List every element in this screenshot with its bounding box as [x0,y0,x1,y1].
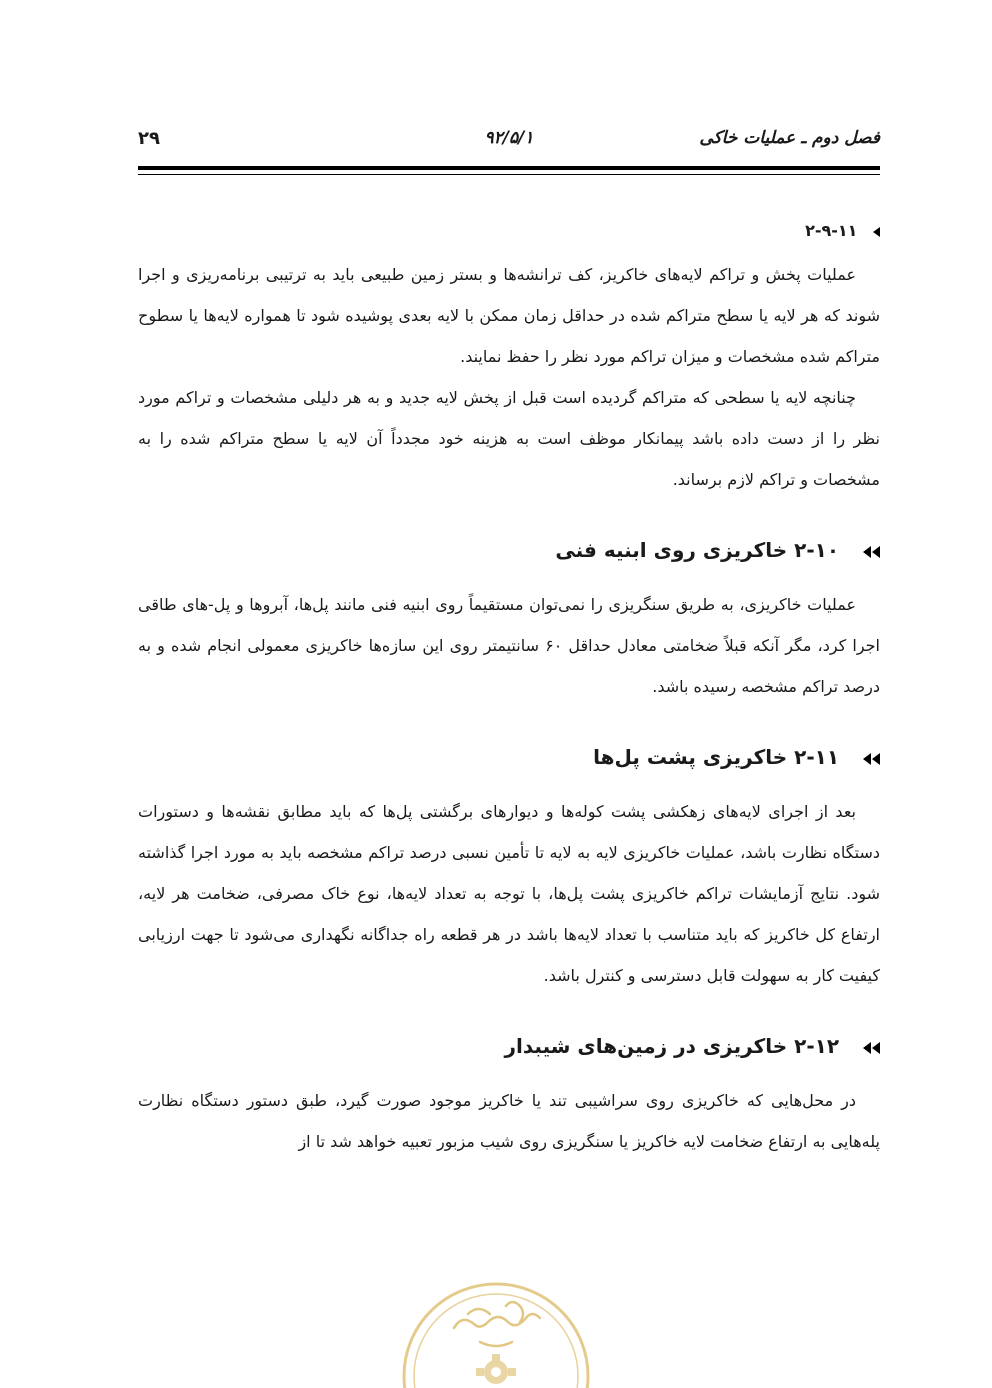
page-content [138,214,880,1162]
watermark-seal [396,1276,596,1388]
paragraph: چنانچه لایه یا سطحی که متراکم گردیده است قبل از پخش لایه جدید و به هر دلیلی مشخصات و تراکم مورد نظر را از دست داده باشد پیمانکار موظف است به هزینه خود مجدداً آن لایه یا سطح متراکم شده را به مشخصات و تراکم لازم برساند. [138,388,880,489]
header-rule-thin [138,174,880,175]
double-triangle-icon [862,753,880,765]
header-rule-thick [138,166,880,170]
page-number: ۲۹ [138,128,160,149]
section-title: خاکریزی در زمین‌های شیبدار [504,1034,788,1058]
subsection-heading [138,214,880,248]
section-heading [138,530,880,570]
section-number: ۲-۱۱ [794,745,840,769]
section-heading [138,737,880,777]
paragraph: بعد از اجرای لایه‌های زهکشی پشت کوله‌ها و دیوارهای برگشتی پل‌ها که باید مطابق نقشه‌ها و دستورات دستگاه نظارت باشد، عملیات خاکریزی لایه به لایه تا تأمین نسبی درصد تراکم مشخصه باید به مورد اجرا گذاشته شود. نتایج آزمایشات تراکم خاکریزی پشت پل‌ها، با توجه به تعداد لایه‌ها، نوع خاک مصرفی، ضخامت هر لایه، ارتفاع کل خاکریز که باید متناسب با تعداد لایه‌ها باشد در هر قطعه راه جداگانه نگهداری می‌شود تا جهت ارزیابی کیفیت کار به سهولت قابل دسترسی و کنترل باشد. [138,802,880,985]
section-number: ۲-۱۰ [794,538,840,562]
paragraph: عملیات پخش و تراکم لایه‌های خاکریز، کف ترانشه‌ها و بستر زمین طبیعی باید به ترتیبی برنامه‌ریزی و اجرا شوند که هر لایه یا سطح متراکم شده در حداقل زمان ممکن با لایه بعدی پوشیده شود تا همواره لایه‌ها یا سطوح متراکم شده مشخصات و میزان تراکم مورد نظر را حفظ نمایند. [138,265,880,366]
chapter-title: فصل دوم ـ عملیات خاکی [699,128,880,148]
section-title: خاکریزی پشت پل‌ها [593,745,788,769]
section-title: خاکریزی روی ابنیه فنی [555,538,788,562]
paragraph: در محل‌هایی که خاکریزی روی سراشیبی تند یا خاکریز موجود صورت گیرد، طبق دستور دستگاه نظارت پله‌هایی به ارتفاع ضخامت لایه خاکریز یا سنگریزی روی شیب مزبور تعبیه خواهد شد تا از [138,1091,880,1151]
double-triangle-icon [862,546,880,558]
revision-date: ۹۲/۵/۱ [484,128,534,148]
double-triangle-icon [862,1042,880,1054]
running-header [138,128,880,162]
seal-emblem-icon [396,1276,596,1388]
bullet-triangle-icon [873,227,880,237]
section-number: ۲-۱۲ [794,1034,840,1058]
subsection-number: ۲-۹-۱۱ [805,221,858,240]
section-heading [138,1026,880,1066]
paragraph: عملیات خاکریزی، به طریق سنگریزی را نمی‌توان مستقیماً روی ابنیه فنی مانند پل‌ها، آبروها و پل-های طاقی اجرا کرد، مگر آنکه قبلاً ضخامتی معادل حداقل ۶۰ سانتیمتر روی این سازه‌ها خاکریزی معمولی انجام شده و به درصد تراکم مشخصه رسیده باشد. [138,595,880,696]
